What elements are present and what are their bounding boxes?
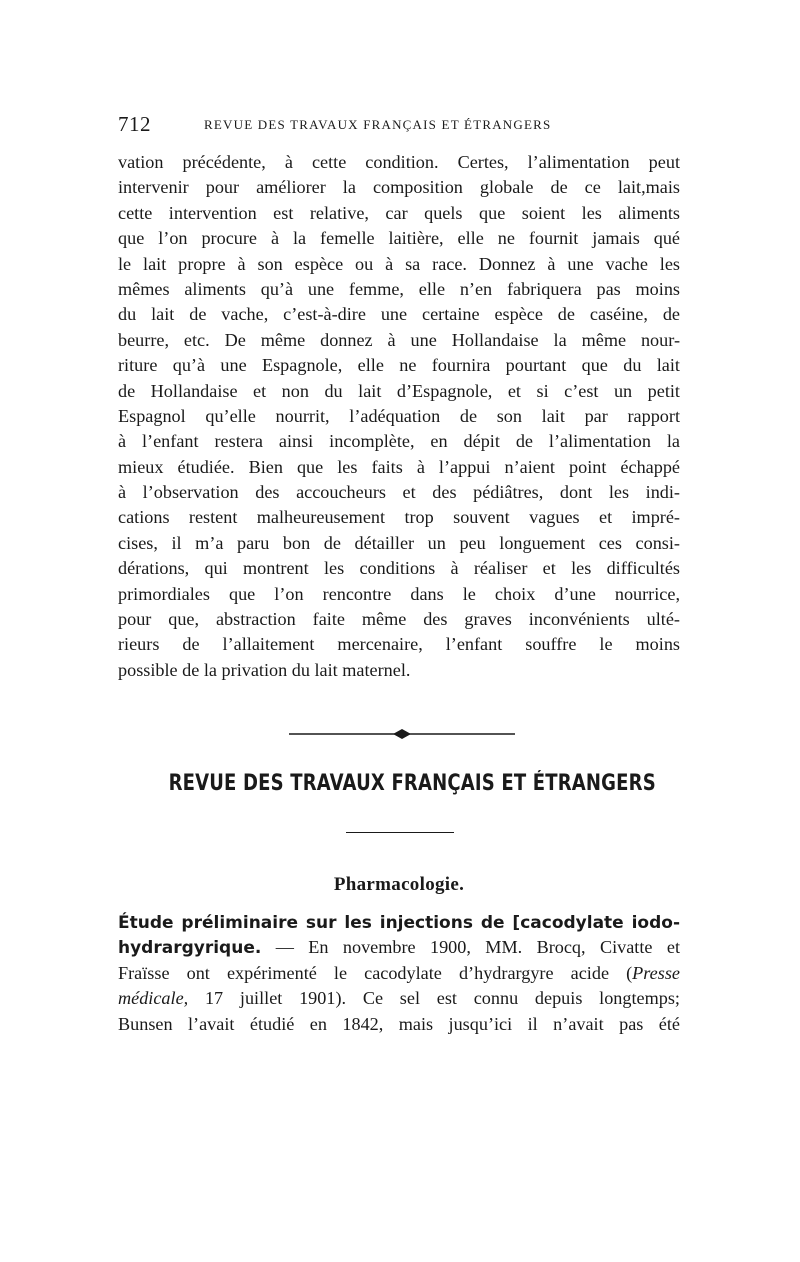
body-line: de Hollandaise et non du lait d’Espagnole, et si c’est un petit [118,380,680,401]
body-line: cations restent malheureusement trop souvent vagues et impré- [118,507,680,528]
body-line: beurre, etc. De même donnez à une Hollandaise la même nour- [118,329,680,350]
ornament-divider [289,728,515,740]
article-line: Bunsen l’avait étudié en 1842, mais jusqu’ici il n’avait pas été [118,1013,680,1034]
page-number: 712 [118,112,151,136]
body-paragraph [118,150,680,683]
body-line: le lait propre à son espèce ou à sa race. Donnez à une vache les [118,253,680,274]
article-line [118,961,680,986]
body-line: cette intervention est relative, car quels que soient les aliments [118,202,680,223]
body-line: primordiales que l’on rencontre dans le choix d’une nourrice, [118,583,680,604]
article-line [118,935,680,960]
subsection-title: Pharmacologie. [333,874,465,895]
body-line: Espagnol qu’elle nourrit, l’adéquation de son lait par rapport [118,405,680,426]
body-line: du lait de vache, c’est-à-dire une certaine espèce de caséine, de [118,304,680,325]
article-paragraph [118,910,680,1037]
body-line: intervenir pour améliorer la composition globale de ce lait,mais [118,177,680,198]
article-text: — En novembre 1900, MM. Brocq, Civatte et [261,937,680,958]
running-head: REVUE DES TRAVAUX FRANÇAIS ET ÉTRANGERS [204,117,552,132]
body-line: à l’enfant restera ainsi incomplète, en dépit de l’alimentation la [118,431,680,452]
article-title: Étude préliminaire sur les injections de [cacodylate iodo- [118,913,680,933]
body-line: que l’on procure à la femelle laitière, elle ne fournit jamais qué [118,228,680,249]
body-line: rieurs de l’allaitement mercenaire, l’enfant souffre le moins [118,634,680,655]
body-line: mêmes aliments qu’à une femme, elle n’en fabriquera pas moins [118,278,680,299]
body-line: possible de la privation du lait maternel. [118,659,411,680]
article-title: hydrargyrique. [118,938,262,959]
article-line [118,986,680,1011]
body-line: dérations, qui montrent les conditions à réaliser et les difficultés [118,558,680,579]
body-line: pour que, abstraction faite même des graves inconvénients ulté- [118,609,680,630]
body-line: à l’observation des accoucheurs et des pédiâtres, dont les indi- [118,482,680,503]
body-line: riture qu’à une Espagnole, elle ne fournira pourtant que du lait [118,355,680,376]
section-rule [346,832,454,833]
article-text: Fraïsse ont expérimenté le cacodylate d’hydrargyre acide ( [118,962,633,983]
page-header [118,112,680,136]
body-line: mieux étudiée. Bien que les faits à l’appui n’aient point échappé [118,456,680,477]
body-line: vation précédente, à cette condition. Certes, l’alimentation peut [118,152,680,172]
journal-name: Presse [632,962,680,983]
journal-name: médicale, [118,988,189,1009]
body-line: cises, il m’a paru bon de détailler un peu longuement ces consi- [118,532,680,553]
article-text: 17 juillet 1901). Ce sel est connu depuis longtemps; [188,988,680,1009]
article-line [118,910,680,935]
section-title: REVUE DES TRAVAUX FRANÇAIS ET ÉTRANGERS [168,771,656,796]
